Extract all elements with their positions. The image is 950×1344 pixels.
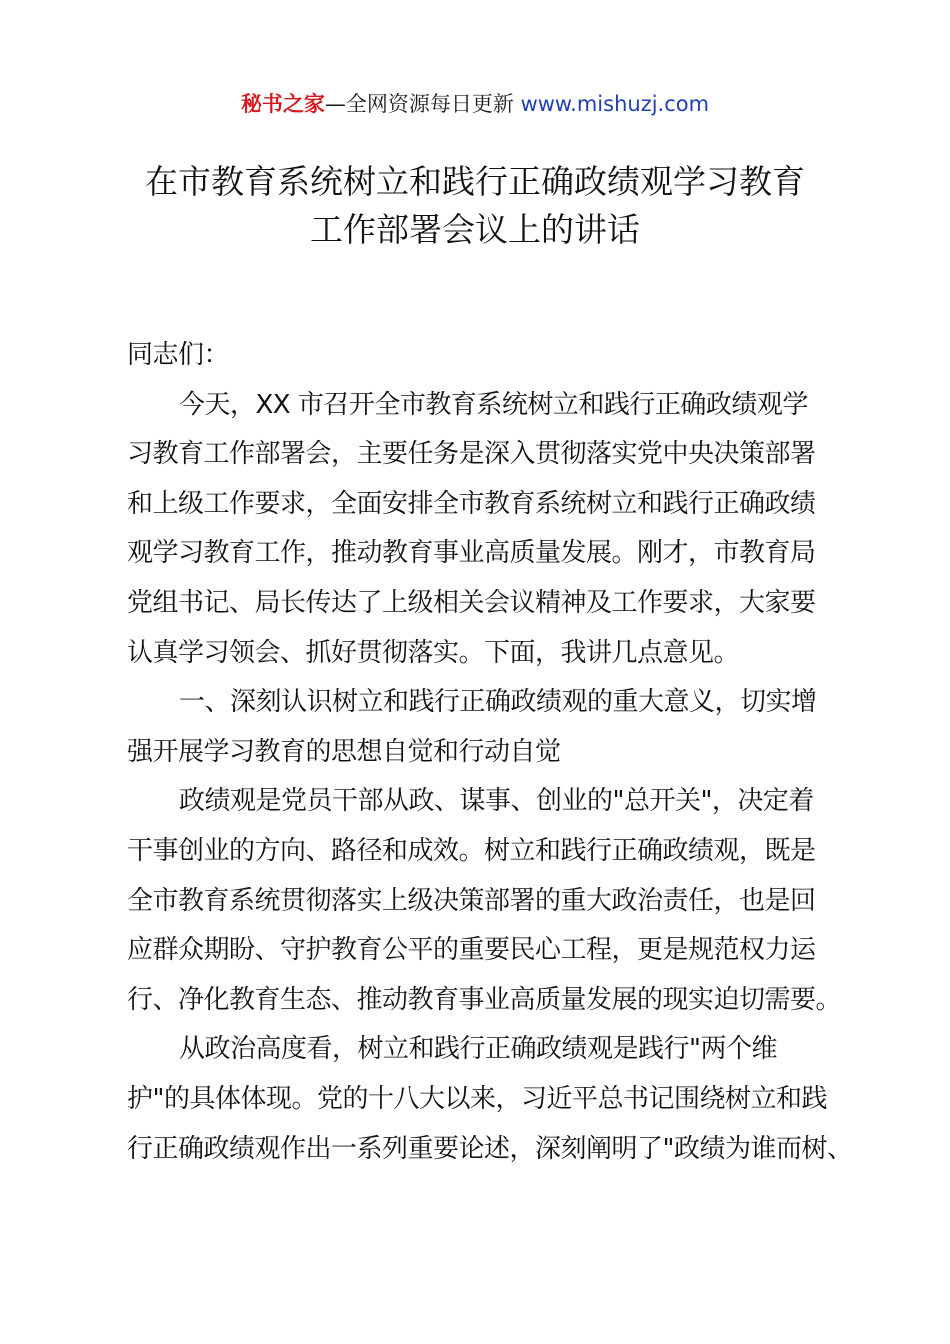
paragraph-line: 从政治高度看，树立和践行正确政绩观是践行"两个维 <box>179 1034 777 1065</box>
title-line-2: 工作部署会议上的讲话 <box>310 210 640 249</box>
paragraph-line: 行正确政绩观作出一系列重要论述，深刻阐明了"政绩为谁而树、 <box>127 1133 853 1164</box>
paragraph-line: 和上级工作要求，全面安排全市教育系统树立和践行正确政绩 <box>127 488 816 519</box>
paragraph-line: 应群众期盼、守护教育公平的重要民心工程，更是规范权力运 <box>127 935 816 966</box>
section-heading-1 <box>127 678 837 777</box>
paragraph-line: 认真学习领会、抓好贯彻落实。下面，我讲几点意见。 <box>127 637 740 668</box>
heading-line: 一、深刻认识树立和践行正确政绩观的重大意义，切实增 <box>179 687 817 718</box>
header-tagline: —全网资源每日更新 <box>324 92 514 116</box>
paragraph-line: 习教育工作部署会，主要任务是深入贯彻落实党中央决策部署 <box>127 439 816 470</box>
site-url-link[interactable]: www.mishuzj.com <box>520 92 710 116</box>
paragraph-line: 政绩观是党员干部从政、谋事、创业的"总开关"，决定着 <box>179 786 814 817</box>
paragraph-intro <box>127 381 837 679</box>
site-header <box>0 88 950 120</box>
salutation: 同志们： <box>127 340 230 370</box>
heading-line: 强开展学习教育的思想自觉和行动自觉 <box>127 736 561 767</box>
document-body <box>127 331 853 1174</box>
paragraph-line: 护"的具体体现。党的十八大以来，习近平总书记围绕树立和践 <box>127 1083 827 1114</box>
document-title <box>60 158 890 254</box>
paragraph-line: 党组书记、局长传达了上级相关会议精神及工作要求，大家要 <box>127 587 816 618</box>
paragraph-line: 干事创业的方向、路径和成效。树立和践行正确政绩观，既是 <box>127 835 816 866</box>
paragraph-line: 观学习教育工作，推动教育事业高质量发展。刚才，市教育局 <box>127 538 816 569</box>
brand-name: 秘书之家 <box>240 92 325 116</box>
paragraph-line: 行、净化教育生态、推动教育事业高质量发展的现实迫切需要。 <box>127 984 842 1015</box>
paragraph-view <box>127 777 842 1025</box>
paragraph-line: 全市教育系统贯彻落实上级决策部署的重大政治责任，也是回 <box>127 885 816 916</box>
title-line-1: 在市教育系统树立和践行正确政绩观学习教育 <box>145 162 805 201</box>
paragraph-political <box>127 1025 853 1174</box>
paragraph-line: 今天，XX 市召开全市教育系统树立和践行正确政绩观学 <box>179 389 808 420</box>
